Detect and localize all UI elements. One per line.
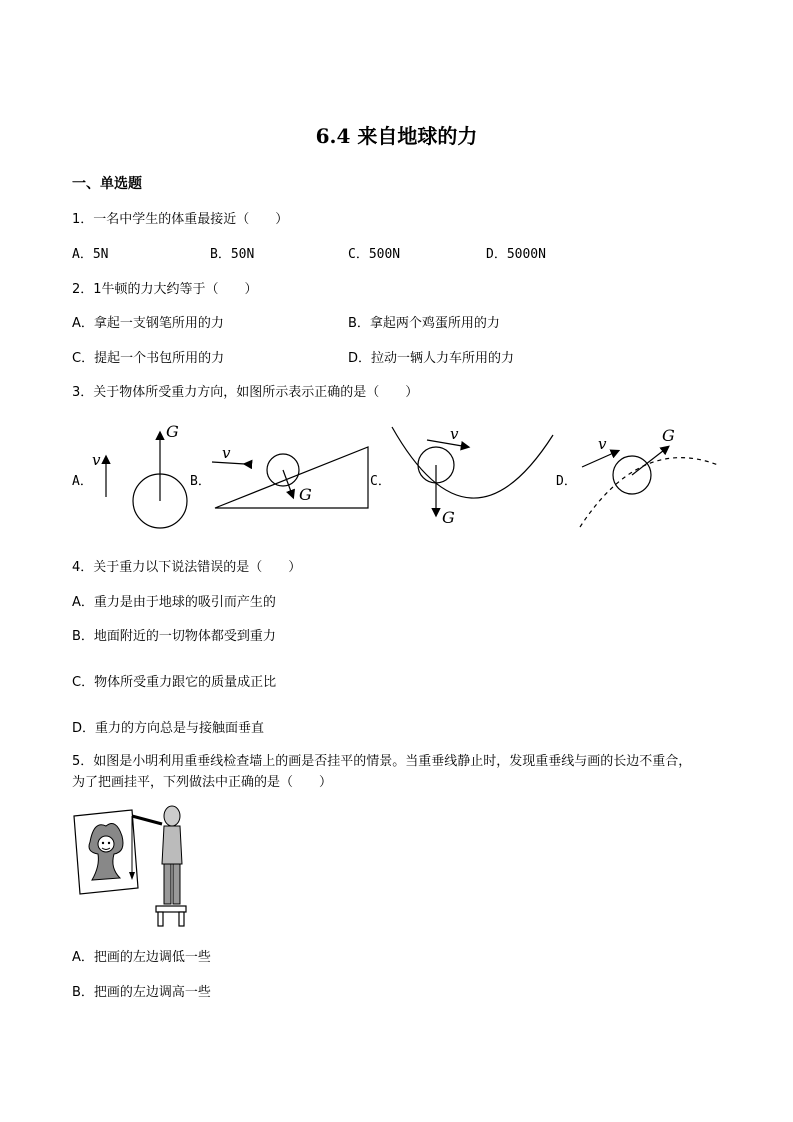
q1-option-c: C．500N: [348, 247, 401, 262]
question-2-text: 2．1牛顿的力大约等于（ ）: [72, 282, 258, 297]
q5-option-a: A．把画的左边调低一些: [72, 950, 211, 965]
q3-label-c: C．: [370, 474, 391, 489]
figure-c: [392, 425, 553, 527]
velocity-symbol: v: [92, 451, 101, 469]
plumb-line-figure: [70, 802, 200, 930]
question-1-text: 1．一名中学生的体重最接近（ ）: [72, 212, 289, 227]
q3-label-b: B．: [190, 474, 211, 489]
q3-label-d: D．: [556, 474, 577, 489]
q4-option-a: A．重力是由于地球的吸引而产生的: [72, 595, 276, 610]
page-title: 6.4 来自地球的力: [315, 124, 478, 148]
section-heading: 一、单选题: [72, 176, 142, 192]
gravity-symbol: G: [299, 485, 312, 504]
velocity-symbol: v: [222, 444, 231, 462]
figure-d: [580, 426, 718, 527]
q2-option-a: A．拿起一支钢笔所用的力: [72, 316, 224, 331]
question-5-text-line-2: 为了把画挂平，下列做法中正确的是（ ）: [72, 775, 333, 790]
gravity-direction-figures: [0, 415, 793, 535]
stool: [156, 906, 186, 926]
velocity-symbol: v: [598, 435, 607, 453]
q1-option-a: A．5N: [72, 247, 109, 262]
gravity-symbol: G: [166, 422, 179, 441]
person-figure: [162, 806, 182, 904]
velocity-symbol: v: [450, 425, 459, 443]
figure-b: [212, 444, 368, 508]
q2-option-d: D．拉动一辆人力车所用的力: [348, 351, 515, 366]
q4-option-b: B．地面附近的一切物体都受到重力: [72, 629, 276, 644]
gravity-symbol: G: [662, 426, 675, 445]
question-5-text-line-1: 5．如图是小明利用重垂线检查墙上的画是否挂平的情景。当重垂线静止时，发现重垂线与画的长边不重合，: [72, 754, 692, 769]
figure-a: [92, 422, 187, 528]
question-3-text: 3．关于物体所受重力方向，如图所示表示正确的是（ ）: [72, 385, 419, 400]
q4-option-d: D．重力的方向总是与接触面垂直: [72, 721, 265, 736]
q1-option-d: D．5000N: [486, 247, 546, 262]
question-4-text: 4．关于重力以下说法错误的是（ ）: [72, 560, 302, 575]
gravity-symbol: G: [442, 508, 455, 527]
q1-option-b: B．50N: [210, 247, 255, 262]
q4-option-c: C．物体所受重力跟它的质量成正比: [72, 675, 277, 690]
q3-label-a: A．: [72, 474, 93, 489]
q5-option-b: B．把画的左边调高一些: [72, 985, 211, 1000]
q2-option-c: C．提起一个书包所用的力: [72, 351, 225, 366]
q2-option-b: B．拿起两个鸡蛋所用的力: [348, 316, 500, 331]
